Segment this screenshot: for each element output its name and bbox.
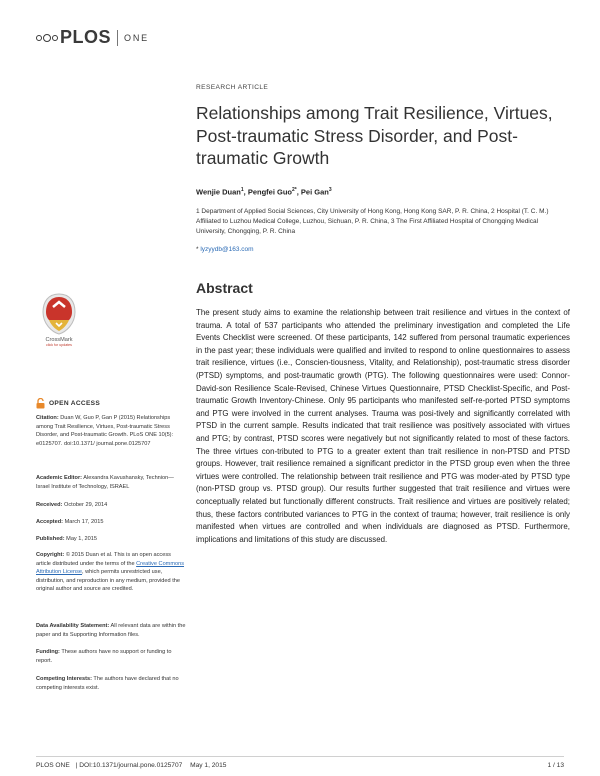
accepted-label: Accepted:	[36, 519, 64, 525]
abstract-body: The present study aims to examine the relationship between trait resilience and virtues in the context of trauma. A total of 537 participants who attended the preliminary investigation and completed the Life Events Checklist were screened. Of these participants, 142 suffered from personal traumatic experiences in the past year; these individuals were qualified and invited to respond to online questionnaires to assess trait resilience, virtues (i.e., Conscien-tiousness, Vitality, and Relationship), post-traumatic stress disorder (PTSD) symptoms, and post-traumatic growth (PTG). The following questionnaires were used: Connor-David-son Resilience Scale-Revised, Chinese Virtues Questionnaire, PTSD Checklist-Specific, and Post-traumatic Growth Inventory-Chinese. Only 95 participants who manifested self-re-ported PTSD symptoms and PTG were involved in the current analyses. Trauma was posi-tively and significantly correlated with PTSD in the current sample. Results indicated that trait resilience was positively associated with virtues and PTG; by contrast, PTSD scores were negatively but not significantly related to most of these factors. The three virtues con-tributed to PTG to a greater extent than trait resilience in non-PTSD and PTSD groups. However, trait resilience remained a significant predictor in the PTSD group even when the three virtues were controlled. The relationship between trait resilience and PTG was moder-ated by PTSD type (non-PTSD group vs. PTSD group). Our results further suggested that trait resilience and virtues were conceptually related but functionally different constructs. Trait resilience and virtues are positively related; thus, these factors contributed variances to PTG in the context of trauma; however, trait resilience is only manifested when virtues are controlled and when individuals are diagnosed as PTSD. Furthermore, implications and limitations of this study are discussed.	[196, 308, 570, 544]
published-date: May 1, 2015	[66, 536, 97, 542]
author-name[interactable]: Pei Gan	[300, 187, 329, 197]
crossmark-badge[interactable]	[36, 292, 82, 347]
copyright-text: © 2015 Duan et al. This is an open access article distributed under the terms of the	[36, 552, 171, 567]
editor-text: Alexandra Kavushansky, Technion—Israel Institute of Technology, ISRAEL	[36, 475, 174, 490]
abstract-heading: Abstract	[196, 280, 253, 296]
citation-text: Duan W, Guo P, Gan P (2015) Relationships among Trait Resilience, Virtues, Post-traumatic Stress Disorder, and Post-traumatic Growth. PLoS ONE 10(5): e0125707. doi:10.1371/ journal.pone.0125707	[36, 415, 174, 447]
author-affiliation-marker: 2*	[292, 187, 297, 193]
published-block	[36, 535, 186, 544]
logo-divider	[117, 30, 118, 46]
editor-label: Academic Editor:	[36, 475, 83, 481]
article-type: RESEARCH ARTICLE	[196, 84, 269, 91]
footer-date: May 1, 2015	[190, 762, 227, 769]
competing-interests-label: Competing Interests:	[36, 676, 92, 682]
copyright-block	[36, 551, 186, 594]
footer-divider	[36, 756, 564, 757]
data-availability-label: Data Availability Statement:	[36, 623, 110, 629]
open-lock-icon	[36, 398, 45, 409]
citation-label: Citation:	[36, 415, 59, 421]
copyright-text-end: , which permits unrestricted use, distribution, and reproduction in any medium, provided the original author and source are credited.	[36, 569, 180, 593]
corresponding-email	[196, 246, 254, 253]
editor-block	[36, 474, 186, 491]
plos-one-logo[interactable]	[36, 27, 149, 48]
footer-journal: PLOS ONE	[36, 762, 70, 769]
received-label: Received:	[36, 502, 63, 508]
footer-doi[interactable]: DOI:10.1371/journal.pone.0125707	[79, 762, 183, 769]
received-date: October 29, 2014	[64, 502, 108, 508]
accepted-block	[36, 518, 186, 527]
data-availability-text: All relevant data are within the paper and its Supporting Information files.	[36, 623, 186, 638]
page-number: 1 / 13	[547, 762, 564, 769]
citation-block	[36, 414, 186, 448]
received-block	[36, 501, 186, 510]
competing-interests-block	[36, 675, 186, 692]
plos-dots-icon	[36, 34, 58, 42]
crossmark-label: CrossMark	[45, 337, 73, 343]
data-availability-block	[36, 622, 186, 639]
corresponding-marker: *	[196, 246, 199, 253]
crossmark-icon	[39, 292, 79, 336]
open-access-badge	[36, 398, 100, 409]
author-list: Wenjie Duan$^1$, Pengfei Guo$^{2*}$, Pei Gan$^3$	[196, 187, 332, 197]
funding-label: Funding:	[36, 649, 60, 655]
email-link[interactable]: lyzyydb@163.com	[200, 246, 254, 253]
published-label: Published:	[36, 536, 65, 542]
funding-text: These authors have no support or funding to report.	[36, 649, 172, 664]
competing-interests-text: The authors have declared that no competing interests exist.	[36, 676, 179, 691]
funding-block	[36, 648, 186, 665]
affiliations: 1 Department of Applied Social Sciences, City University of Hong Kong, Hong Kong SAR, P. R. China, 2 Hospital (T. C. M.) Affiliated to Luzhou Medical College, Luzhou, Sichuan, P. R. China, 3 The First Affiliated Hospital of Chongqing Medical University, Chongqing, P. R. China	[196, 208, 549, 235]
author-name[interactable]: Wenjie Duan	[196, 187, 241, 197]
logo-one-text: ONE	[124, 32, 149, 43]
accepted-date: March 17, 2015	[64, 519, 104, 525]
author-name[interactable]: Pengfei Guo	[247, 187, 292, 197]
crossmark-sublabel: click for updates	[46, 343, 72, 347]
article-title: Relationships among Trait Resilience, Virtues, Post-traumatic Stress Disorder, and Post-traumatic Growth	[196, 103, 553, 168]
logo-plos-text: PLOS	[60, 27, 112, 47]
author-affiliation-marker: 3	[328, 187, 332, 193]
open-access-label: OPEN ACCESS	[49, 400, 101, 407]
copyright-label: Copyright:	[36, 552, 65, 558]
author-affiliation-marker: 1	[240, 187, 244, 193]
license-link[interactable]: Creative Commons Attribution License	[36, 560, 185, 576]
footer-citation: PLOS ONE | DOI:10.1371/journal.pone.0125707 May 1, 2015	[36, 762, 227, 769]
